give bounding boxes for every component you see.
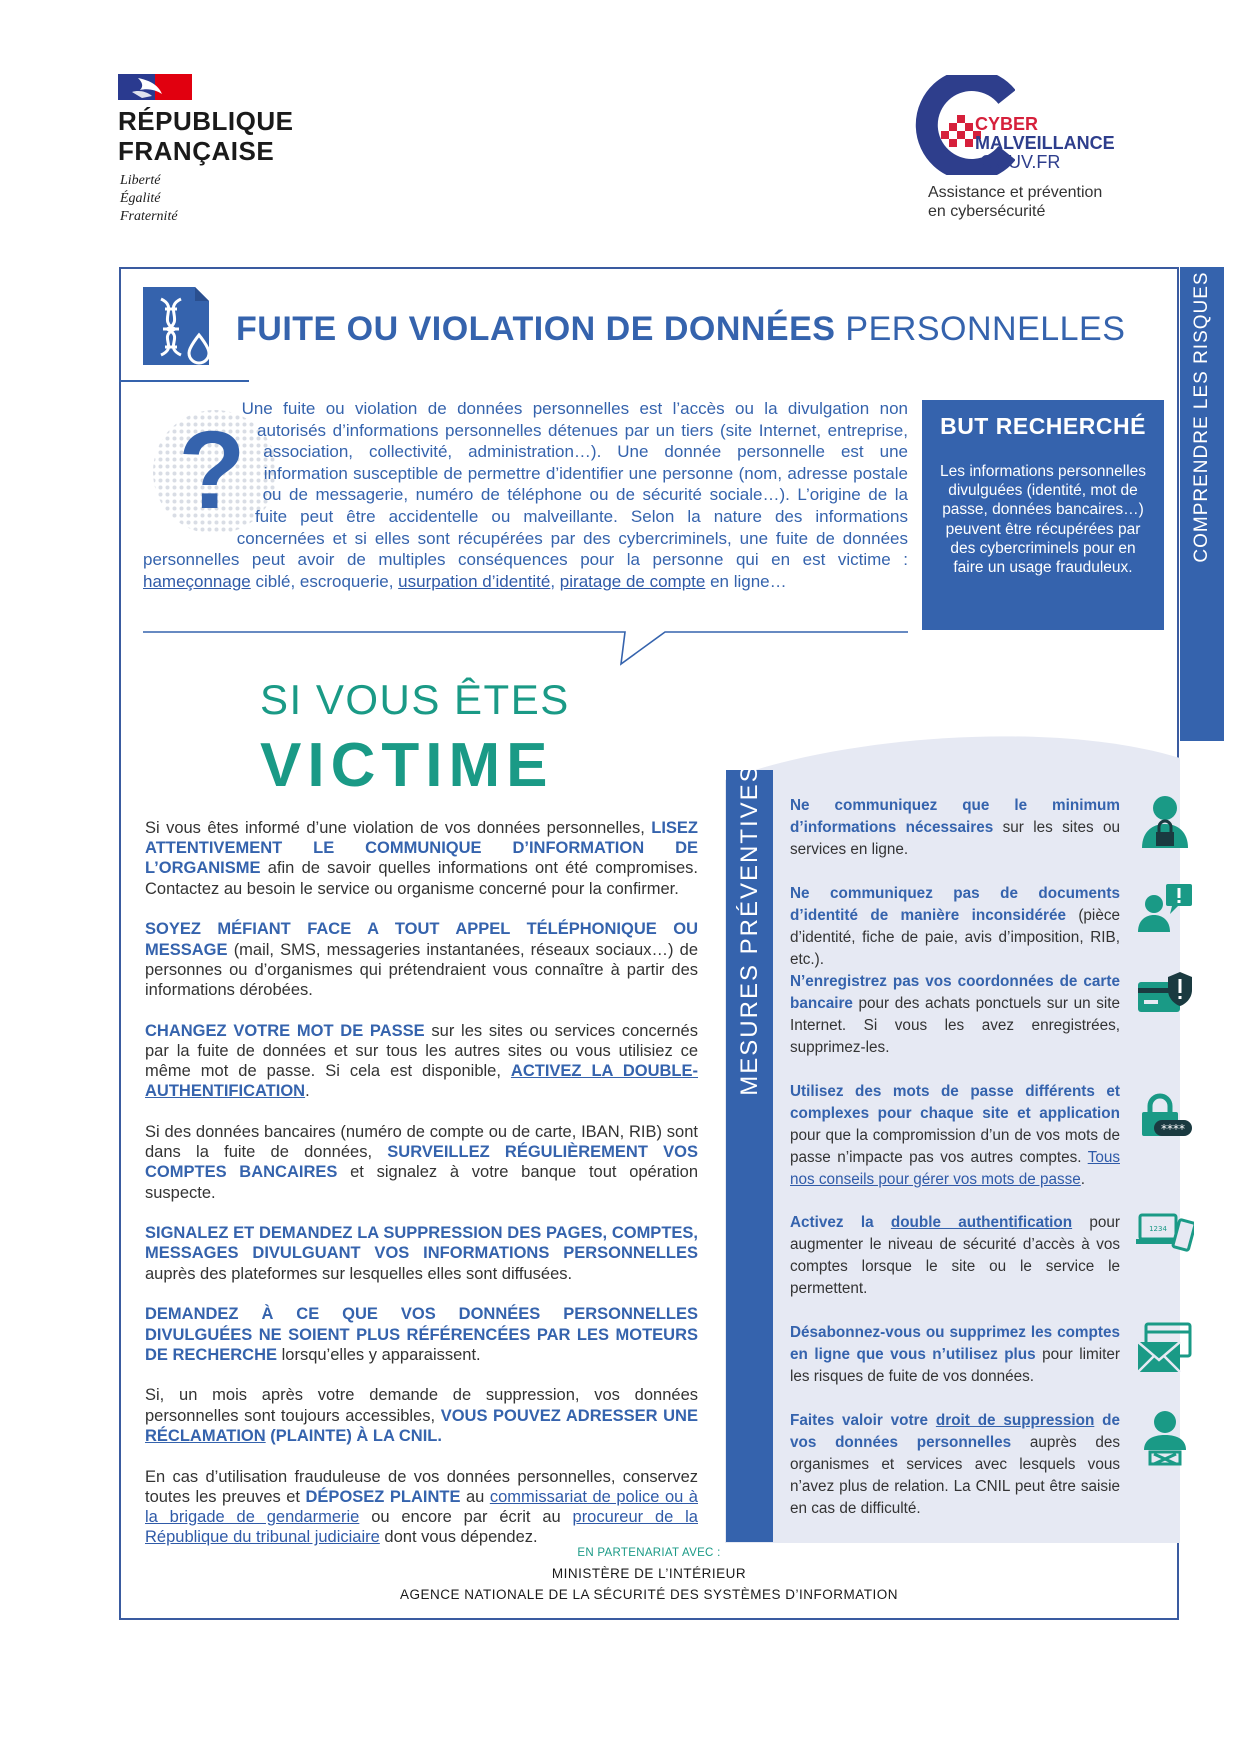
measure-item: Ne communiquez que le minimum d’informations nécessaires sur les sites ou services en ligne.	[790, 797, 1120, 858]
devise: Liberté Égalité Fraternité	[120, 173, 178, 224]
speech-bubble-tail	[143, 620, 908, 668]
advice-item: CHANGEZ VOTRE MOT DE PASSE sur les sites ou services concernés par la fuite de données et sur tous les autres sites ou vous utilisiez ce même mot de passe. Si cela est disponible, ACTIVEZ LA DOUBLE-AUTHENTIFICATION.	[145, 1021, 698, 1101]
but-recherche-text: Les informations personnelles divulguées (identité, mot de passe, données bancaires…) peuvent être récupérées par des cybercriminels pour en faire un usage frauduleux.	[940, 463, 1146, 577]
user-delete-icon	[1136, 1408, 1194, 1466]
link-double-auth[interactable]: ACTIVEZ LA DOUBLE-AUTHENTIFICATION	[145, 1062, 698, 1101]
advice-item: DEMANDEZ À CE QUE VOS DONNÉES PERSONNELLES DIVULGUÉES NE SOIENT PLUS RÉFÉRENCÉES PAR LES MOTEURS DE RECHERCHE lorsqu’elles y apparaissent.	[145, 1305, 698, 1364]
link-reclamation[interactable]: RÉCLAMATION	[145, 1426, 266, 1445]
advice-item: SIGNALEZ ET DEMANDEZ LA SUPPRESSION DES PAGES, COMPTES, MESSAGES DIVULGUANT VOS INFORMATIONS PERSONNELLES auprès des plateformes sur lesquelles elles sont diffusées.	[145, 1224, 698, 1283]
cybermalveillance-tagline: Assistance et prévention en cybersécurité	[928, 184, 1103, 220]
footer-partner-label: EN PARTENARIAT AVEC :	[577, 1547, 721, 1559]
measure-item: Faites valoir votre droit de suppression de vos données personnelles auprès des organismes et services avec lesquels vous n’avez plus de relation. La CNIL peut être saisie en cas de difficulté.	[790, 1412, 1120, 1517]
user-alert-icon	[1136, 880, 1194, 938]
padlock-icon	[1136, 1090, 1194, 1148]
svg-text:1234: 1234	[1149, 1225, 1167, 1233]
cybermalveillance-wordmark: CYBER MALVEILLANCE .GOUV.FR	[975, 114, 1115, 172]
link-hameconnage[interactable]: hameçonnage	[143, 571, 251, 591]
divider	[119, 380, 249, 382]
measure-item: Utilisez des mots de passe différents et complexes pour chaque site et application pour que la compromission d’un de vos mots de passe n’impacte pas vos autres comptes. Tous nos conseils pour gérer vos mots de passe.	[790, 1083, 1120, 1188]
but-recherche-title: BUT RECHERCHÉ	[940, 413, 1146, 439]
link-piratage[interactable]: piratage de compte	[559, 571, 706, 591]
footer-partner-2: AGENCE NATIONALE DE LA SÉCURITÉ DES SYSTÈMES D’INFORMATION	[399, 1587, 899, 1602]
advice-list	[145, 818, 698, 1568]
republique-francaise: RÉPUBLIQUE FRANÇAISE	[118, 106, 294, 166]
devices-icon	[1136, 1203, 1194, 1261]
intro-paragraph: Une fuite ou violation de données personnelles est l’accès ou la divulgation non autorisés d’informations personnelles détenues par un tiers (site Internet, entreprise, association, collectivité, administration…). Une donnée personnelle est une information susceptible de permettre d’identifier une personne (nom, adresse postale ou de messagerie, numéro de téléphone ou de sécurité sociale…). L’origine de la fuite peut être accidentelle ou malveillante. Selon la nature des informations concernées et si elles sont récupérées par des cybercriminels, une fuite de données personnelles peut avoir de multiples conséquences pour la personne qui en est victime : hameçonnage ciblé, escroquerie, usurpation d’identité, piratage de compte en ligne…	[143, 399, 908, 591]
victime-heading-line2: VICTIME	[260, 731, 554, 800]
measure-item: Activez la double authentification pour augmenter le niveau de sécurité d’accès à vos comptes lorsque le site ou le service le permettent.	[790, 1214, 1120, 1297]
footer-partner-1: MINISTÈRE DE L’INTÉRIEUR	[551, 1566, 747, 1581]
link-usurpation[interactable]: usurpation d’identité	[398, 571, 551, 591]
svg-text:****: ****	[1161, 1122, 1185, 1136]
measure-item: N’enregistrez pas vos coordonnées de carte bancaire pour des achats ponctuels sur un site Internet. Si vous les avez enregistrées, supprimez-les.	[790, 973, 1120, 1056]
link-mots-de-passe[interactable]: Tous nos conseils pour gérer vos mots de passe	[790, 1149, 1120, 1188]
measure-item: Ne communiquez pas de documents d’identité de manière inconsidérée (pièce d’identité, fiche de paie, avis d’imposition, RIB, etc.).	[790, 885, 1120, 968]
advice-item: SOYEZ MÉFIANT FACE A TOUT APPEL TÉLÉPHONIQUE OU MESSAGE (mail, SMS, messageries instantanées, réseaux sociaux…) de personnes ou d’organismes qui prétendraient vous connaître à partir des informations dérobées.	[145, 920, 698, 999]
advice-item: Si vous êtes informé d’une violation de vos données personnelles, LISEZ ATTENTIVEMENT LE COMMUNIQUE D’INFORMATION DE L’ORGANISME afin de savoir quelles informations ont été compromises. Contactez au besoin le service ou organisme concerné pour la confirmer.	[145, 819, 698, 898]
user-lock-icon	[1136, 792, 1194, 850]
advice-item: Si des données bancaires (numéro de compte ou de carte, IBAN, RIB) sont dans la fuite de données, SURVEILLEZ RÉGULIÈREMENT VOS COMPTES BANCAIRES et signalez à votre banque tout opération suspecte.	[145, 1122, 698, 1202]
side-band-label: COMPRENDRE LES RISQUES	[1191, 271, 1212, 563]
victime-heading-line1: SI VOUS ÊTES	[260, 676, 570, 723]
marianne-logo	[118, 74, 192, 100]
link-procureur[interactable]: procureur de la République du tribunal judiciaire	[145, 1507, 698, 1547]
measure-item: Désabonnez-vous ou supprimez les comptes en ligne que vous n’utilisez plus pour limiter les risques de fuite de vos données.	[790, 1324, 1120, 1385]
measures-band-label: MESURES PRÉVENTIVES	[735, 764, 763, 1096]
link-droit-suppression[interactable]: droit de suppression	[935, 1412, 1095, 1429]
link-double-authentification[interactable]: double authentification	[890, 1214, 1073, 1231]
mail-delete-icon	[1136, 1320, 1194, 1378]
advice-item: Si, un mois après votre demande de suppression, vos données personnelles sont toujours accessibles, VOUS POUVEZ ADRESSER UNE RÉCLAMATION (PLAINTE) À LA CNIL.	[145, 1386, 698, 1445]
link-commissariat[interactable]: commissariat de police ou à la brigade de gendarmerie	[145, 1487, 698, 1526]
card-shield-icon	[1136, 968, 1194, 1026]
advice-item: En cas d’utilisation frauduleuse de vos données personnelles, conservez toutes les preuves et DÉPOSEZ PLAINTE au commissariat de police ou à la brigade de gendarmerie ou encore par écrit au procureur de la République du tribunal judiciaire dont vous dépendez.	[145, 1467, 698, 1547]
page-title: FUITE OU VIOLATION DE DONNÉES PERSONNELLES	[236, 310, 1126, 348]
data-leak-icon	[143, 287, 215, 365]
svg-text:?: ?	[178, 409, 246, 532]
